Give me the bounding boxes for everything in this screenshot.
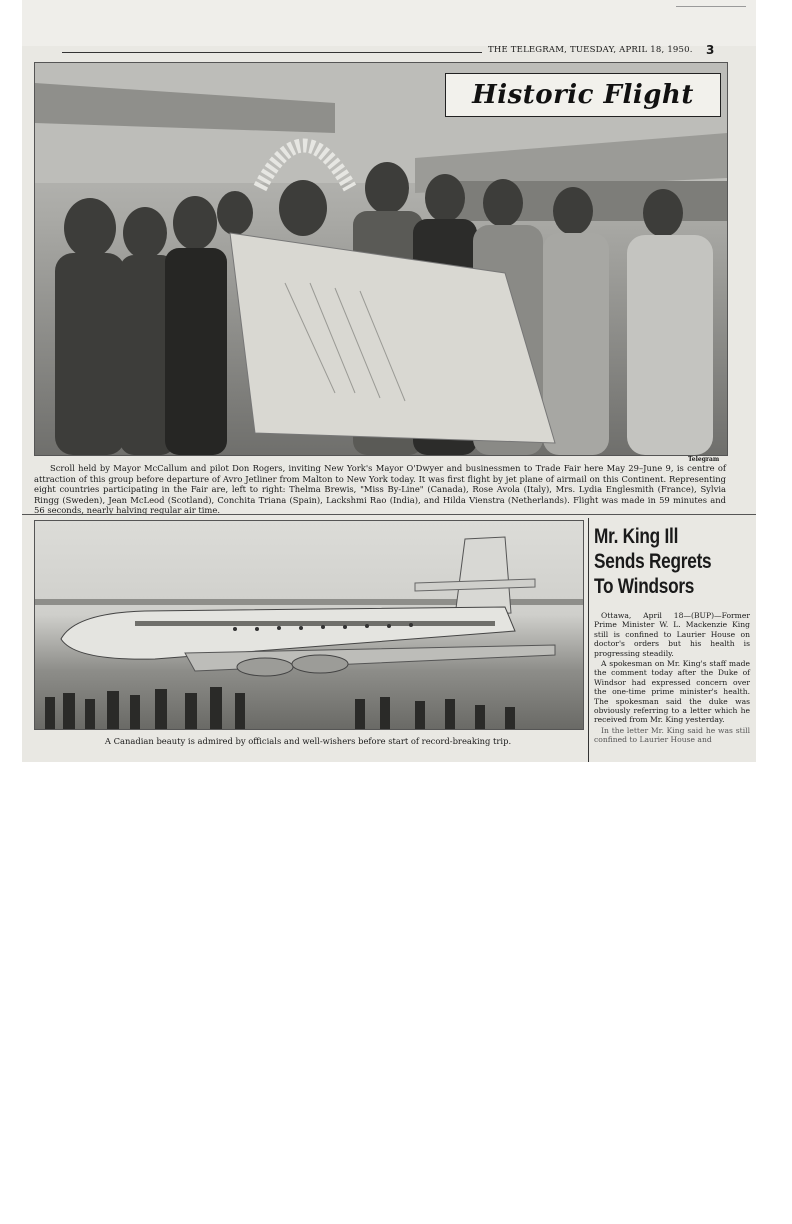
- photo-credit: Telegram: [688, 456, 720, 463]
- torn-edge-mark: [676, 0, 746, 7]
- article-mr-king: [594, 524, 750, 745]
- masthead: [22, 44, 734, 60]
- article-paragraph: In the letter Mr. King said he was still confined to Laurier House and: [594, 725, 750, 745]
- headline-line: To Windsors: [594, 575, 695, 598]
- group-photo-illustration: [35, 63, 727, 455]
- headline-line: Mr. King Ill: [594, 525, 679, 548]
- jetliner-photo: [34, 520, 584, 730]
- masthead-text: THE TELEGRAM, TUESDAY, APRIL 18, 1950.: [488, 45, 693, 55]
- top-photo-caption: Scroll held by Mayor McCallum and pilot Don Rogers, inviting New York's Mayor O'Dwyer and businessmen to Trade Fair here May 29–June 9, is centre of attraction of this group before departure of Avro Jetliner from Malton to New York today. It was first flight by jet plane of airmail on this Continent. Representing eight countries participating in the Fair are, left to right: Thelma Brewis, "Miss By-Line" (Canada), Rose Avola (Italy), Mrs. Lydia Englesmith (France), Sylvia Ringg (Sweden), Jean McLeod (Scotland), Conchita Triana (Spain), Lackshmi Rao (India), and Hilda Vienstra (Netherlands). Flight was made in 59 minutes and 56 seconds, nearly halving regular air time.: [34, 463, 726, 516]
- page-number: 3: [706, 43, 715, 57]
- article-body: [594, 611, 750, 745]
- newspaper-clipping: [22, 0, 756, 762]
- article-paragraph: A spokesman on Mr. King's staff made the comment today after the Duke of Windsor had expressed concern over the one-time prime minister's health. The spokesman said the duke was obviously referring to a letter which he received from Mr. King yesterday.: [594, 659, 750, 725]
- clipping-top-margin: [22, 0, 756, 46]
- headline-box: [445, 73, 721, 117]
- headline-line: Sends Regrets: [594, 550, 712, 573]
- article-headline: [594, 524, 750, 599]
- section-rule: [22, 514, 756, 515]
- masthead-rule: [62, 52, 482, 53]
- column-divider: [588, 518, 589, 762]
- historic-flight-photo: [34, 62, 728, 456]
- jetliner-illustration: [35, 521, 583, 729]
- photo-headline: Historic Flight: [472, 80, 694, 110]
- bottom-photo-caption: A Canadian beauty is admired by officials and well-wishers before start of record-breaking trip.: [104, 736, 512, 746]
- article-paragraph: Ottawa, April 18—(BUP)—Former Prime Minister W. L. Mackenzie King still is confined to Laurier House on doctor's orders but his health is progressing steadily.: [594, 611, 750, 658]
